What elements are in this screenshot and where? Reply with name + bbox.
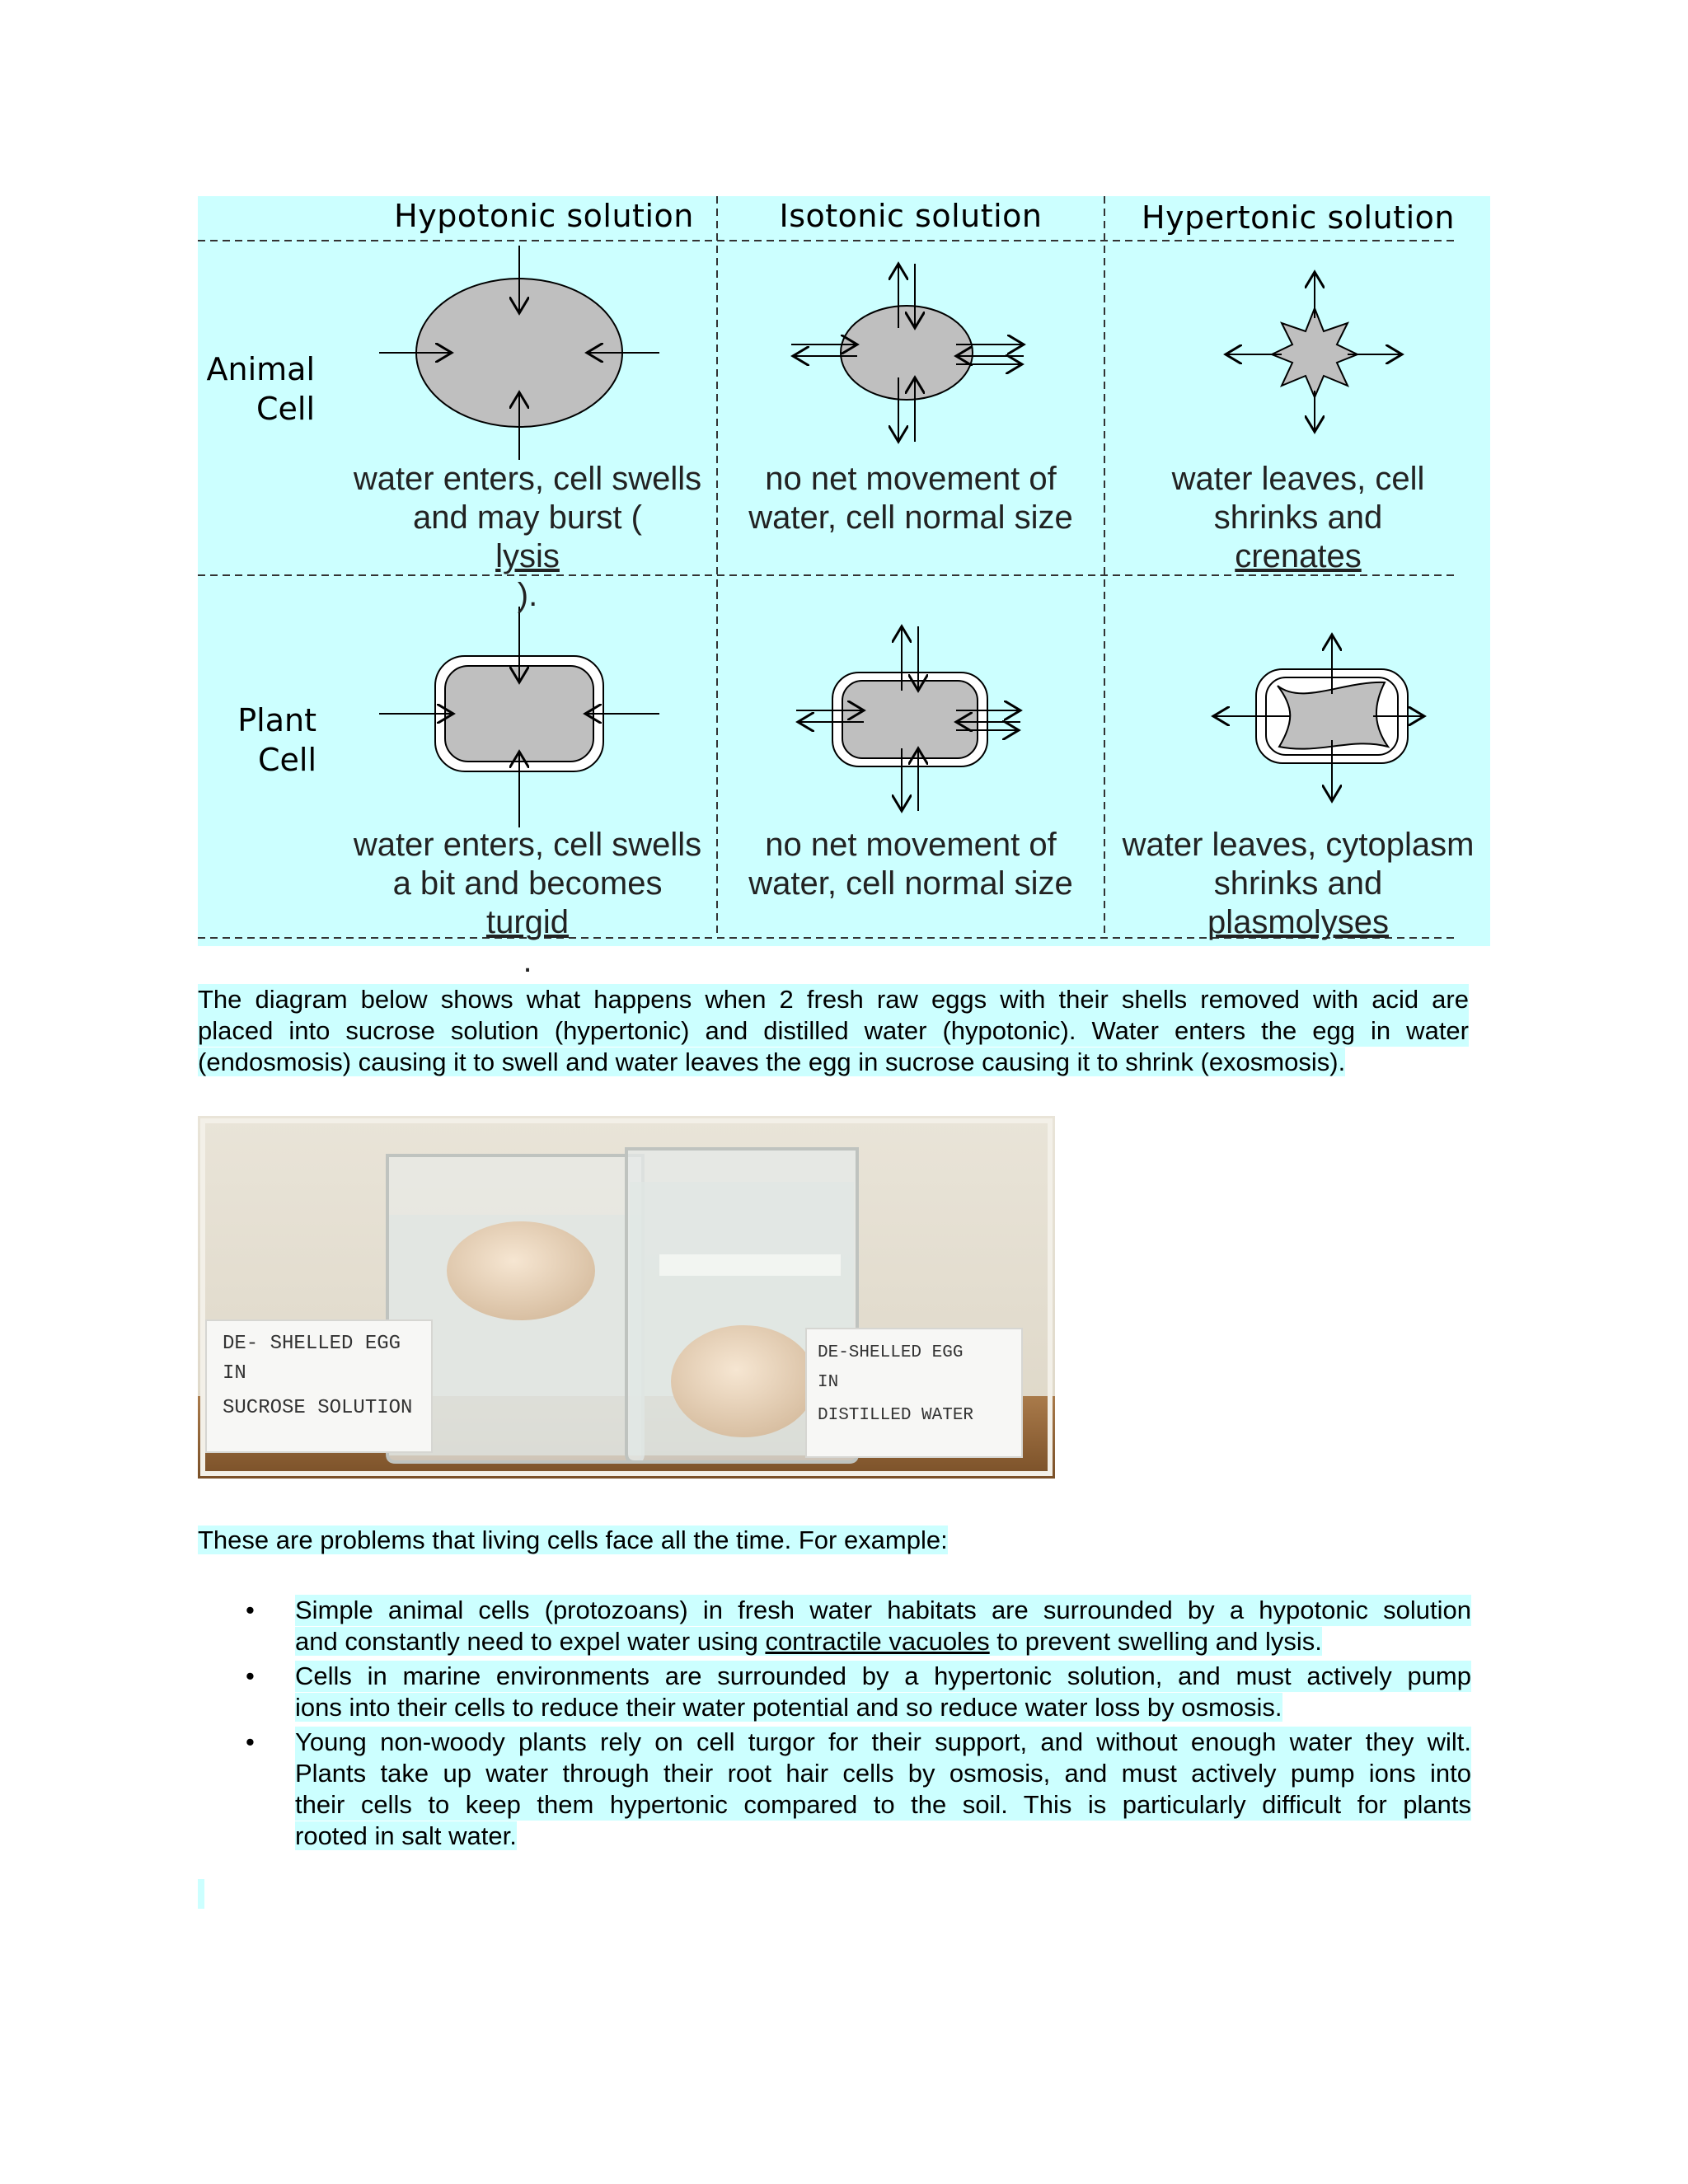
term-turgid: turgid (485, 904, 570, 940)
plant-cell-isotonic-figure (796, 625, 1035, 814)
list-item: • Young non-woody plants rely on cell turgor for their support, and without enough water they wilt. Plants take up water through their root hair cells by osmosis, and must actively pump ions into their cells to keep them hypertonic compared to the soil. This is particularly difficult for plants rooted in salt water. (246, 1727, 1471, 1850)
right-card-line3: DISTILLED WATER (818, 1406, 974, 1425)
left-card-line3: SUCROSE SOLUTION (223, 1397, 413, 1419)
animal-cell-isotonic-figure (791, 262, 1030, 443)
highlight-fragment (198, 1879, 204, 1909)
caption-animal-hypertonic: water leaves, cell shrinks and crenates (1171, 461, 1425, 574)
column-header-isotonic: Isotonic solution (779, 198, 1043, 234)
egg-experiment-photo (198, 1116, 1055, 1479)
caption-plant-hypotonic: water enters, cell swells a bit and becomes turgid . (353, 827, 702, 979)
caption-animal-hypotonic: water enters, cell swells and may burst ( lysis ). (353, 461, 702, 613)
osmosis-diagram (198, 196, 1490, 979)
term-crenates: crenates (1235, 538, 1362, 574)
term-contractile-vacuoles: contractile vacuoles (765, 1627, 990, 1656)
bullet-dot-icon: • (246, 1661, 255, 1690)
row-label-plant-cell: Plant Cell (237, 702, 316, 778)
caption-plant-isotonic: no net movement of water, cell normal size (748, 827, 1073, 902)
right-card-line2: IN (818, 1373, 839, 1392)
right-card-line1: DE-SHELLED EGG (818, 1343, 964, 1362)
column-header-hypotonic: Hypotonic solution (394, 198, 694, 234)
column-header-hypertonic: Hypertonic solution (1142, 199, 1455, 236)
list-item: • Simple animal cells (protozoans) in fresh water habitats are surrounded by a hypotonic solution and constantly need to expel water using contractile vacuoles to prevent swelling and lysis. (246, 1596, 1471, 1656)
paragraph-egg-experiment: The diagram below shows what happens when 2 fresh raw eggs with their shells removed with acid are placed into sucrose solution (hypertonic) and distilled water (hypotonic). Water enters the egg in water (endosmosis) causing it to swell and water leaves the egg in sucrose causing it to shrink (exosmosis). (198, 985, 1469, 1076)
term-lysis: lysis (495, 538, 560, 574)
photo-illustration (198, 1116, 1055, 1479)
plant-cell-hypertonic-figure (1212, 631, 1426, 804)
bullet-dot-icon: • (246, 1727, 255, 1756)
plant-cell-hypotonic-figure (379, 607, 659, 829)
caption-animal-isotonic: no net movement of water, cell normal size (748, 461, 1073, 536)
bullet-dot-icon: • (246, 1596, 255, 1624)
left-card-line1: DE- SHELLED EGG (223, 1333, 401, 1355)
paragraph-problems-intro: These are problems that living cells face all the time. For example: (198, 1526, 948, 1554)
animal-cell-hypotonic-figure (379, 246, 659, 460)
examples-bullet-list (198, 1595, 1471, 1855)
list-item: • Cells in marine environments are surrounded by a hypertonic solution, and must actively pump ions into their cells to reduce their water potential and so reduce water loss by osmosis. (246, 1661, 1471, 1722)
left-card-line2: IN (223, 1362, 246, 1385)
animal-cell-hypertonic-figure (1224, 269, 1405, 434)
row-label-animal-cell: Animal Cell (206, 351, 315, 427)
term-plasmolyses: plasmolyses (1207, 904, 1390, 940)
caption-plant-hypertonic: water leaves, cytoplasm shrinks and plasmolyses (1122, 827, 1475, 940)
